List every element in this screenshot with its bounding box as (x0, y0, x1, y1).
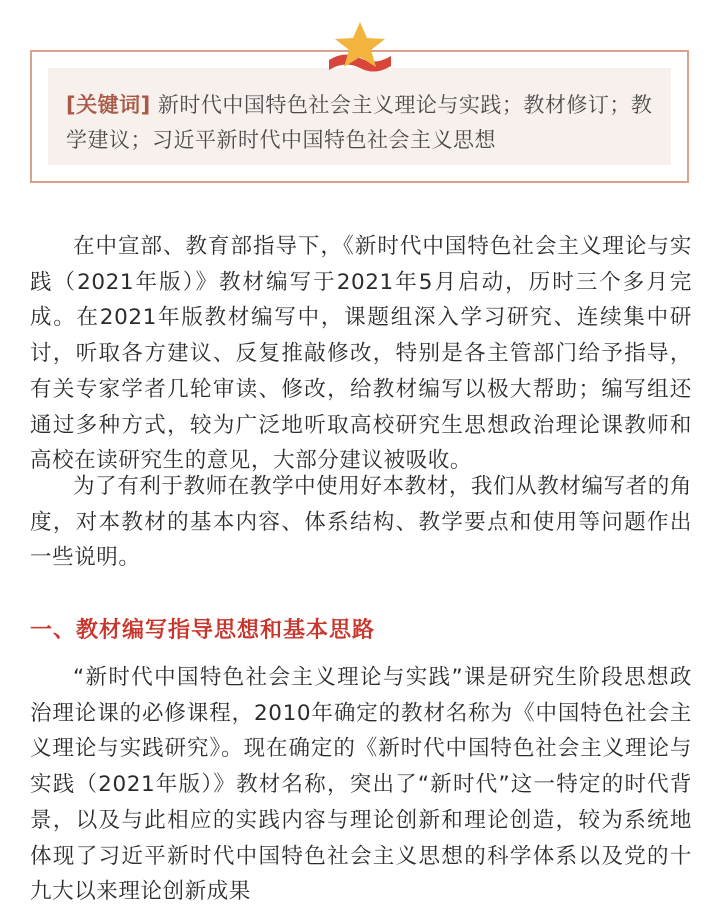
paragraph-intro: 在中宣部、教育部指导下，《新时代中国特色社会主义理论与实践（2021年版）》教材编写于2021年5月启动，历时三个多月完成。在2021年版教材编写中，课题组深入学习研究、连续集中研讨，听取各方建议、反复推敲修改，特别是各主管部门给予指导，有关专家学者几轮审读、修改，给教材编写以极大帮助；编写组还通过多种方式，较为广泛地听取高校研究生思想政治理论课教师和高校在读研究生的意见，大部分建议被吸收。 (30, 234, 692, 474)
star-ribbon-icon (325, 20, 395, 76)
keyword-label: [关键词] (66, 93, 151, 117)
paragraph-section-body: “新时代中国特色社会主义理论与实践”课是研究生阶段思想政治理论课的必修课程，2010年确定的教材名称为《中国特色社会主义理论与实践研究》。现在确定的《新时代中国特色社会主义理论与实践（2021年版）》教材名称，突出了“新时代”这一特定的时代背景，以及与此相应的实践内容与理论创新和理论创造，较为系统地体现了习近平新时代中国特色社会主义思想的科学体系以及党的十九大以来理论创新成果 (30, 665, 692, 905)
keyword-text-block (66, 88, 666, 158)
section-heading: 一、教材编写指导思想和基本思路 (30, 618, 376, 643)
keyword-content: 新时代中国特色社会主义理论与实践；教材修订；教学建议；习近平新时代中国特色社会主义思想 (66, 93, 653, 152)
ribbon-shape (329, 54, 391, 71)
paragraph-purpose: 为了有利于教师在教学中使用好本教材，我们从教材编写者的角度，对本教材的基本内容、体系结构、教学要点和使用等问题作出一些说明。 (30, 474, 692, 571)
